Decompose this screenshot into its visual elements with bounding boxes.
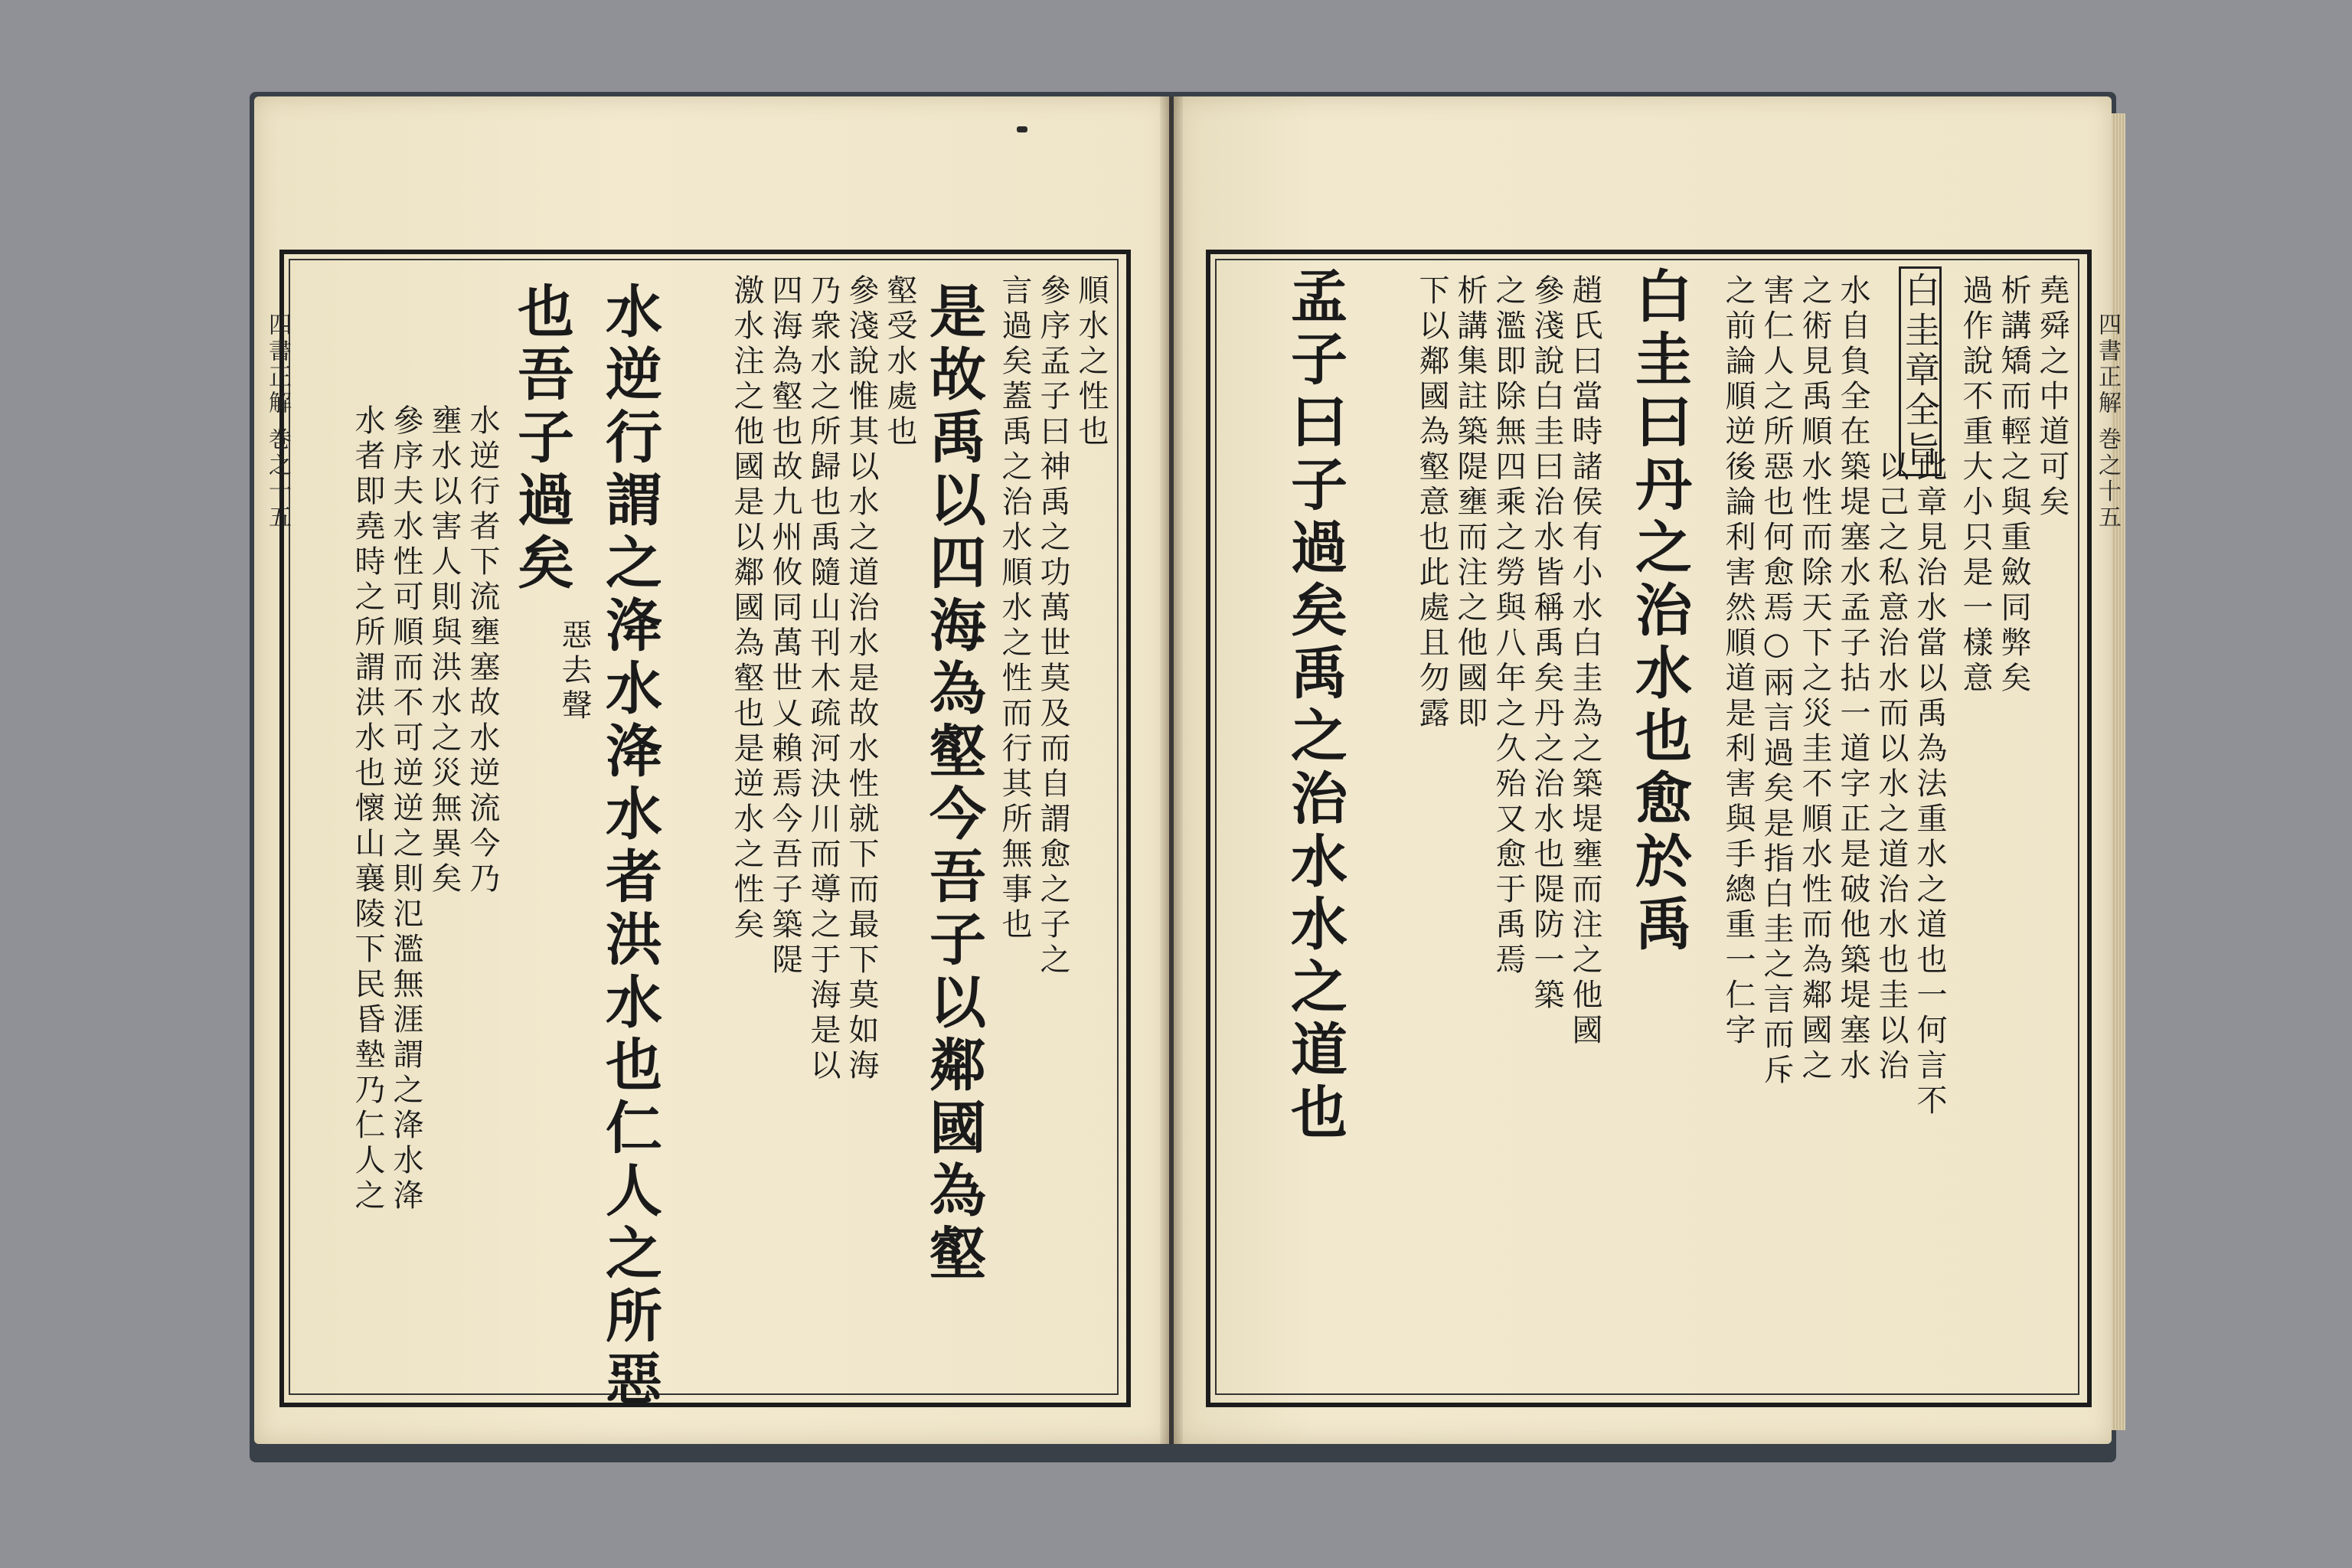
right-commentary-col-5: 以己之私意治水而以水之道治水也圭以治 bbox=[1873, 450, 1909, 1084]
right-commentary-col-13: 析講集註築隄壅而注之他國即 bbox=[1452, 274, 1488, 732]
right-commentary-col-6: 水自負全在築堤塞水孟子拈一道字正是破他築堤塞水 bbox=[1835, 274, 1870, 1084]
left-commentary-col-6: 乃衆水之所歸也禹隨山刊木疏河決川而導之于海是以 bbox=[805, 274, 841, 1084]
left-main-text-col-2: 水逆行謂之洚水洚水者洪水也仁人之所惡 bbox=[596, 282, 662, 1412]
right-commentary-col-2: 析講矯而輕之與重斂同弊矣 bbox=[1996, 274, 2031, 697]
right-commentary-col-12: 之濫即除無四乘之勞與八年之久殆又愈于禹焉 bbox=[1491, 274, 1526, 978]
right-commentary-col-4: 此章見治水當以禹為法重水之道也一何言不 bbox=[1912, 450, 1947, 1119]
left-commentary-col-1: 順水之性也 bbox=[1073, 274, 1109, 450]
right-commentary-col-9: 之前論順逆後論利害然順道是利害與手總重一仁字 bbox=[1720, 274, 1756, 1049]
left-commentary-col-10: 水逆行者下流壅塞故水逆流今乃 bbox=[465, 404, 500, 897]
left-main-text-col-3: 也吾子過矣 bbox=[508, 282, 574, 596]
left-spine-label: 四書正解 巻之十五 bbox=[264, 312, 291, 531]
left-commentary-col-12: 參序夫水性可順而不可逆逆之則氾濫無涯謂之洚水洚 bbox=[388, 404, 423, 1214]
left-commentary-col-8: 激水注之他國是以鄰國為壑也是逆水之性矣 bbox=[729, 274, 764, 943]
right-commentary-col-11: 參淺說白圭曰治水皆稱禹矣丹之治水也隄防一築 bbox=[1529, 274, 1564, 1014]
page-edges bbox=[2112, 113, 2125, 1430]
right-commentary-col-8: 害仁人之所惡也何愈焉○兩言過矣是指白圭之言而斥 bbox=[1759, 274, 1794, 1089]
left-commentary-col-5: 參淺說惟其以水之道治水是故水性就下而最下莫如海 bbox=[844, 274, 879, 1084]
right-main-text-col-2: 孟子曰子過矣禹之治水水之道也 bbox=[1282, 266, 1348, 1145]
left-commentary-col-9: 惡去聲 bbox=[557, 619, 592, 724]
right-commentary-col-10: 趙氏曰當時諸侯有小水白圭為之築堤壅而注之他國 bbox=[1567, 274, 1602, 1049]
right-commentary-col-7: 之術見禹順水性而除天下之災圭不順水性而為鄰國之 bbox=[1797, 274, 1832, 1084]
left-commentary-col-3: 言過矣蓋禹之治水順水之性而行其所無事也 bbox=[997, 274, 1032, 943]
left-commentary-col-4: 壑受水處也 bbox=[882, 274, 917, 450]
book-gutter bbox=[1160, 96, 1183, 1444]
right-commentary-col-3: 過作說不重大小只是一樣意 bbox=[1958, 274, 1993, 697]
right-commentary-col-1: 堯舜之中道可矣 bbox=[2034, 274, 2069, 521]
chapter-heading-box: 白圭章全旨 bbox=[1899, 266, 1942, 476]
ink-speck bbox=[1017, 126, 1027, 132]
left-main-text-col-1: 是故禹以四海為壑今吾子以鄰國為壑 bbox=[920, 282, 986, 1286]
open-book bbox=[245, 83, 2121, 1461]
left-commentary-col-2: 參序孟子曰神禹之功萬世莫及而自謂愈之子之 bbox=[1035, 274, 1070, 978]
left-commentary-col-11: 壅水以害人則與洪水之災無異矣 bbox=[426, 404, 462, 897]
right-main-text-col-1: 白圭曰丹之治水也愈於禹 bbox=[1626, 266, 1692, 957]
left-commentary-col-13: 水者即堯時之所謂洪水也懷山襄陵下民昏墊乃仁人之 bbox=[350, 404, 385, 1214]
left-commentary-col-7: 四海為壑也故九州攸同萬世乂賴焉今吾子築隄 bbox=[767, 274, 802, 978]
right-commentary-col-14: 下以鄰國為壑意也此處且勿露 bbox=[1414, 274, 1449, 732]
right-spine-label: 四書正解 巻之十五 bbox=[2094, 312, 2121, 531]
